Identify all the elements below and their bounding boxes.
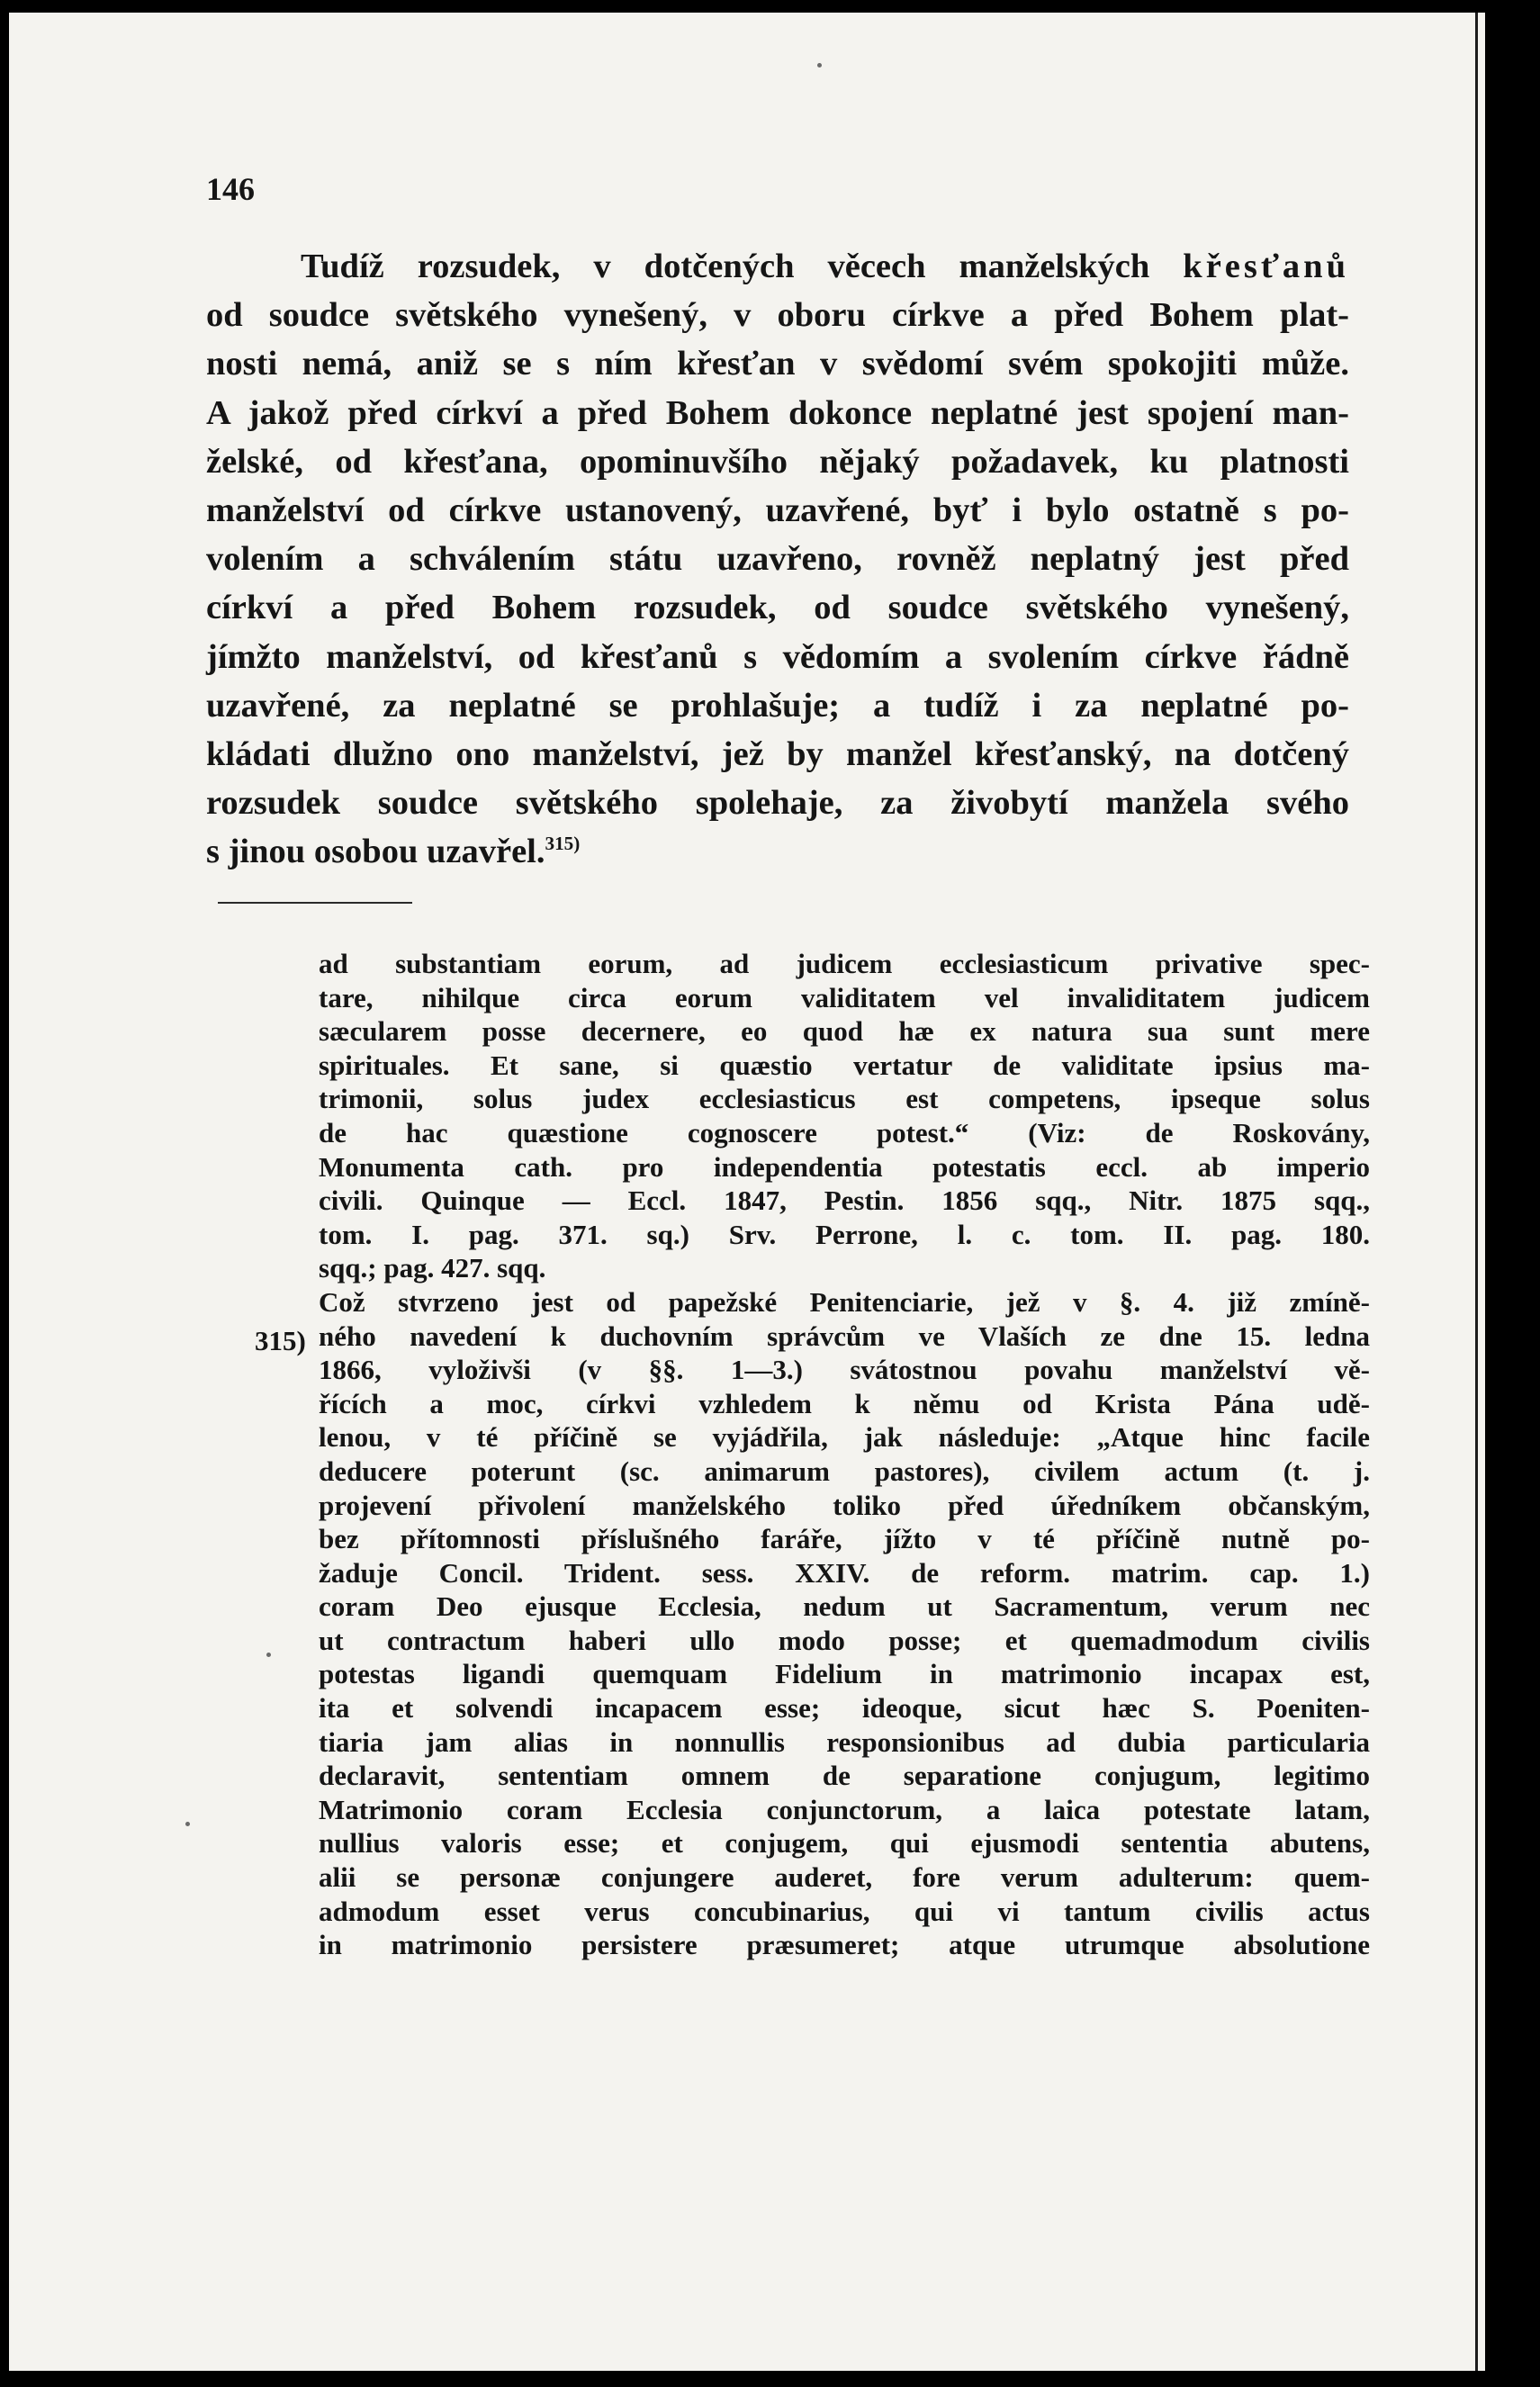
footnote-line: spirituales. Et sane, si quæstio vertatur de validitate ipsius ma- — [319, 1049, 1370, 1081]
footnote-315-line: ita et solvendi incapacem esse; ideoque, sicut hæc S. Poeniten- — [319, 1692, 1370, 1725]
footnote-315-line: nullius valoris esse; et conjugem, qui ejusmodi sententia abutens, — [319, 1827, 1370, 1860]
footnote-315-line: ného navedení k duchovním správcům ve Vlaších ze dne 15. ledna — [319, 1320, 1370, 1352]
text-line: rozsudek soudce světského spolehaje, za živobytí manžela svého — [206, 784, 1349, 823]
footnote-315-line: potestas ligandi quemquam Fidelium in matrimonio incapax est, — [319, 1658, 1370, 1690]
footnote-separator — [218, 902, 412, 904]
footnote-315-line: lenou, v té příčině se vyjádřila, jak následuje: „Atque hinc facile — [319, 1421, 1370, 1454]
footnote-315-line: alii se personæ conjungere auderet, fore verum adulterum: quem- — [319, 1861, 1370, 1894]
footnote-line: ad substantiam eorum, ad judicem ecclesiasticum privative spec- — [319, 948, 1370, 979]
text-line: s jinou osobou uzavřel.$^{315)}$ — [206, 833, 581, 871]
footnote-315-line: tiaria jam alias in nonnullis responsionibus ad dubia particularia — [319, 1725, 1370, 1758]
page-number: 146 — [206, 171, 255, 207]
footnote-marker-315: 315) — [255, 1325, 306, 1356]
footnote-reference: 315) — [545, 833, 581, 855]
text-line: nosti nemá, aniž se s ním křesťan v svědomí svém spokojiti může. — [206, 345, 1349, 383]
text-line: od soudce světského vynešený, v oboru církve a před Bohem plat- — [206, 296, 1349, 335]
footnote-315-line: řících a moc, církvi vzhledem k němu od Krista Pána udě- — [319, 1387, 1370, 1419]
book-page — [9, 13, 1485, 2371]
footnote-line: tom. I. pag. 371. sq.) Srv. Perrone, l. c. tom. II. pag. 180. — [319, 1218, 1370, 1250]
footnote-line: tare, nihilque circa eorum validitatem vel invaliditatem judicem — [319, 981, 1370, 1013]
paper-speck — [185, 1822, 190, 1826]
footnote-315-line: 1866, vyloživši (v §§. 1—3.) svátostnou povahu manželství vě- — [319, 1354, 1370, 1386]
footnote-line: trimonii, solus judex ecclesiasticus est competens, ipseque solus — [319, 1083, 1370, 1115]
footnotes-block — [319, 947, 1370, 1962]
text-line: Tudíž rozsudek, v dotčených věcech manželských křesťanů — [301, 248, 1349, 285]
footnote-315-line: projevení přivolení manželského toliko před úředníkem občanským, — [319, 1489, 1370, 1521]
footnote-315-line: in matrimonio persistere præsumeret; atque utrumque absolutione — [319, 1929, 1370, 1961]
footnote-line: civili. Quinque — Eccl. 1847, Pestin. 1856 sqq., Nitr. 1875 sqq., — [319, 1184, 1370, 1217]
text-line: manželství od církve ustanovený, uzavřené, byť i bylo ostatně s po- — [206, 491, 1349, 530]
text-line: jímžto manželství, od křesťanů s vědomím a svolením církve řádně — [206, 637, 1349, 676]
paper-speck — [817, 63, 822, 68]
text-line: kládati dlužno ono manželství, jež by manžel křesťanský, na dotčený — [206, 735, 1349, 774]
footnote-315-line: coram Deo ejusque Ecclesia, nedum ut Sacramentum, verum nec — [319, 1590, 1370, 1623]
footnote-315-line: Matrimonio coram Ecclesia conjunctorum, a laica potestate latam, — [319, 1793, 1370, 1825]
footnote-315-line: žaduje Concil. Trident. sess. XXIV. de reform. matrim. cap. 1.) — [319, 1556, 1370, 1589]
text-line: uzavřené, za neplatné se prohlašuje; a tudíž i za neplatné po- — [206, 686, 1349, 725]
footnote-315-line: declaravit, sententiam omnem de separatione conjugum, legitimo — [319, 1760, 1370, 1792]
footnote-315-line: deducere poterunt (sc. animarum pastores), civilem actum (t. j. — [319, 1455, 1370, 1487]
footnote-315-line: Což stvrzeno jest od papežské Penitenciarie, jež v §. 4. již zmíně- — [319, 1285, 1370, 1318]
paper-speck — [266, 1653, 271, 1657]
footnote-line: Monumenta cath. pro independentia potestatis eccl. ab imperio — [319, 1150, 1370, 1183]
footnote-line: sqq.; pag. 427. sqq. — [319, 1252, 546, 1284]
footnote-315-line: ut contractum haberi ullo modo posse; et quemadmodum civilis — [319, 1624, 1370, 1656]
footnote-315-line: bez přítomnosti příslušného faráře, jížto v té příčině nutně po- — [319, 1523, 1370, 1555]
text-line: A jakož před církví a před Bohem dokonce neplatné jest spojení man- — [206, 393, 1349, 432]
text-line: církví a před Bohem rozsudek, od soudce světského vynešený, — [206, 589, 1349, 627]
page-edge-line — [1475, 13, 1478, 2371]
text-line: volením a schválením státu uzavřeno, rovněž neplatný jest před — [206, 540, 1349, 579]
main-paragraph — [206, 242, 1349, 877]
footnote-315-line: admodum esset verus concubinarius, qui vi tantum civilis actus — [319, 1895, 1370, 1927]
text-line: želské, od křesťana, opominuvšího nějaký požadavek, ku platnosti — [206, 442, 1349, 481]
footnote-line: sæcularem posse decernere, eo quod hæ ex natura sua sunt mere — [319, 1015, 1370, 1048]
footnote-line: de hac quæstione cognoscere potest.“ (Viz: de Roskovány, — [319, 1116, 1370, 1148]
